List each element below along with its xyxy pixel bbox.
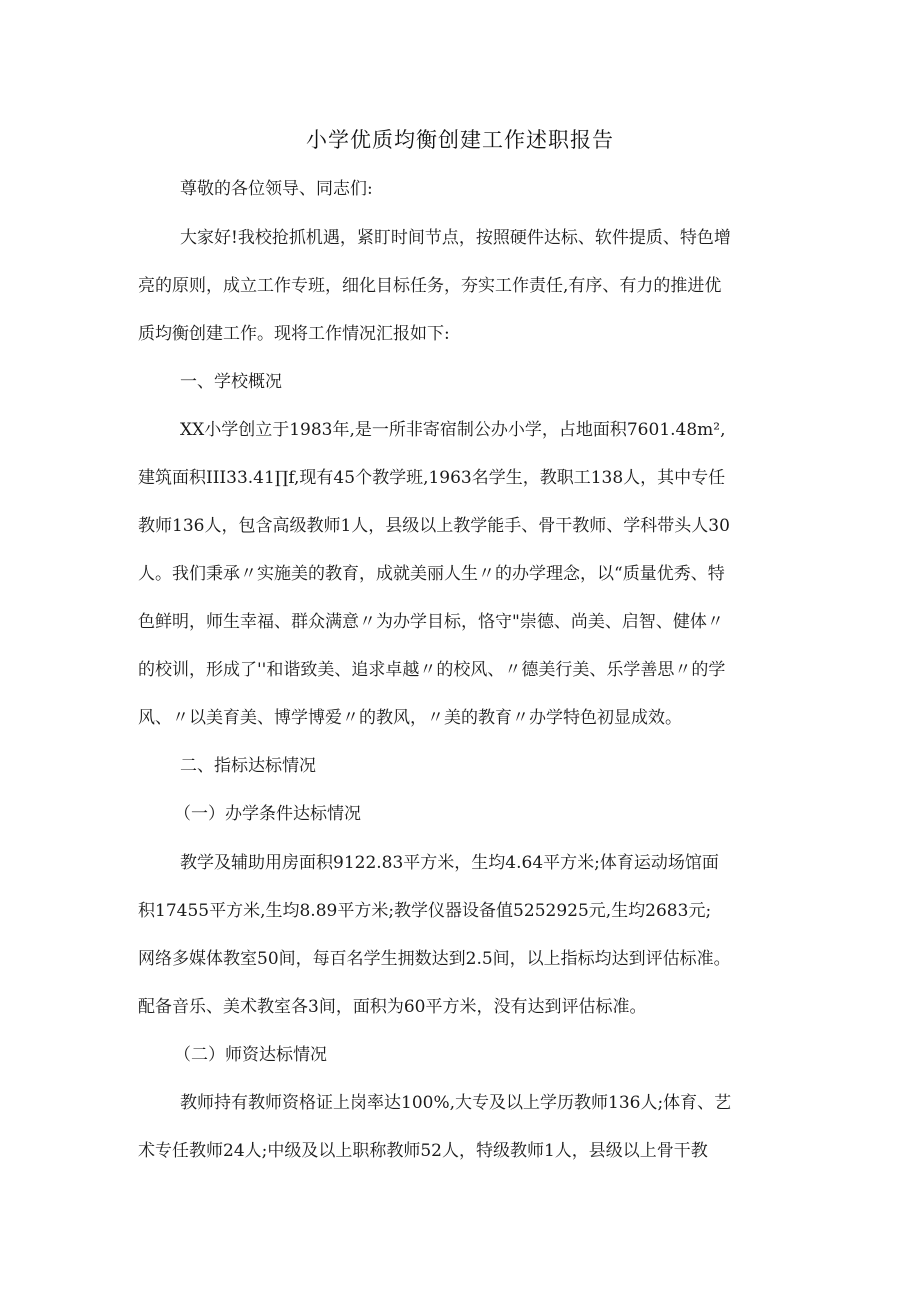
subsection-heading: （二）师资达标情况 <box>174 1045 327 1065</box>
paragraph-line: 教师持有教师资格证上岗率达100%,大专及以上学历教师136人;体育、艺 <box>180 1093 732 1113</box>
paragraph-line: 亮的原则，成立工作专班，细化目标任务，夯实工作责任,有序、有力的推进优 <box>138 276 722 296</box>
paragraph-line: 色鲜明，师生幸福、群众满意〃为办学目标，恪守"崇德、尚美、启智、健体〃 <box>138 612 724 632</box>
paragraph-line: 网络多媒体教室50间，每百名学生拥数达到2.5间，以上指标均达到评估标准。 <box>138 949 731 969</box>
document-title: 小学优质均衡创建工作述职报告 <box>306 128 614 152</box>
section-heading: 一、学校概况 <box>180 372 282 392</box>
paragraph-line: 配备音乐、美术教室各3间，面积为60平方米，没有达到评估标准。 <box>138 997 647 1017</box>
section-heading: 二、指标达标情况 <box>180 756 316 776</box>
paragraph-line: 风、〃以美育美、博学博爱〃的教风，〃美的教育〃办学特色初显成效。 <box>138 708 682 728</box>
paragraph-line: 教师136人，包含高级教师1人，县级以上教学能手、骨干教师、学科带头人30 <box>138 516 730 536</box>
paragraph-line: 的校训，形成了''和谐致美、追求卓越〃的校风、〃德美行美、乐学善思〃的学 <box>138 660 726 680</box>
paragraph-line: 积17455平方米,生均8.89平方米;教学仪器设备值5252925元,生均2683元; <box>138 901 712 921</box>
paragraph-line: 术专任教师24人;中级及以上职称教师52人，特级教师1人，县级以上骨干教 <box>138 1141 708 1161</box>
paragraph-line: 人。我们秉承〃实施美的教育，成就美丽人生〃的办学理念，以“质量优秀、特 <box>138 564 725 584</box>
subsection-heading: （一）办学条件达标情况 <box>174 804 361 824</box>
paragraph-line: 大家好!我校抢抓机遇，紧盯时间节点，按照硬件达标、软件提质、特色增 <box>180 228 731 248</box>
paragraph-line: 质均衡创建工作。现将工作情况汇报如下: <box>138 324 450 344</box>
paragraph-line: 建筑面积III33.41∏f,现有45个教学班,1963名学生，教职工138人，其中专任 <box>138 468 726 488</box>
paragraph-line: 教学及辅助用房面积9122.83平方米，生均4.64平方米;体育运动场馆面 <box>180 853 719 873</box>
paragraph-line: XX小学创立于1983年,是一所非寄宿制公办小学，占地面积7601.48m², <box>180 420 726 440</box>
salutation: 尊敬的各位领导、同志们: <box>180 179 373 199</box>
